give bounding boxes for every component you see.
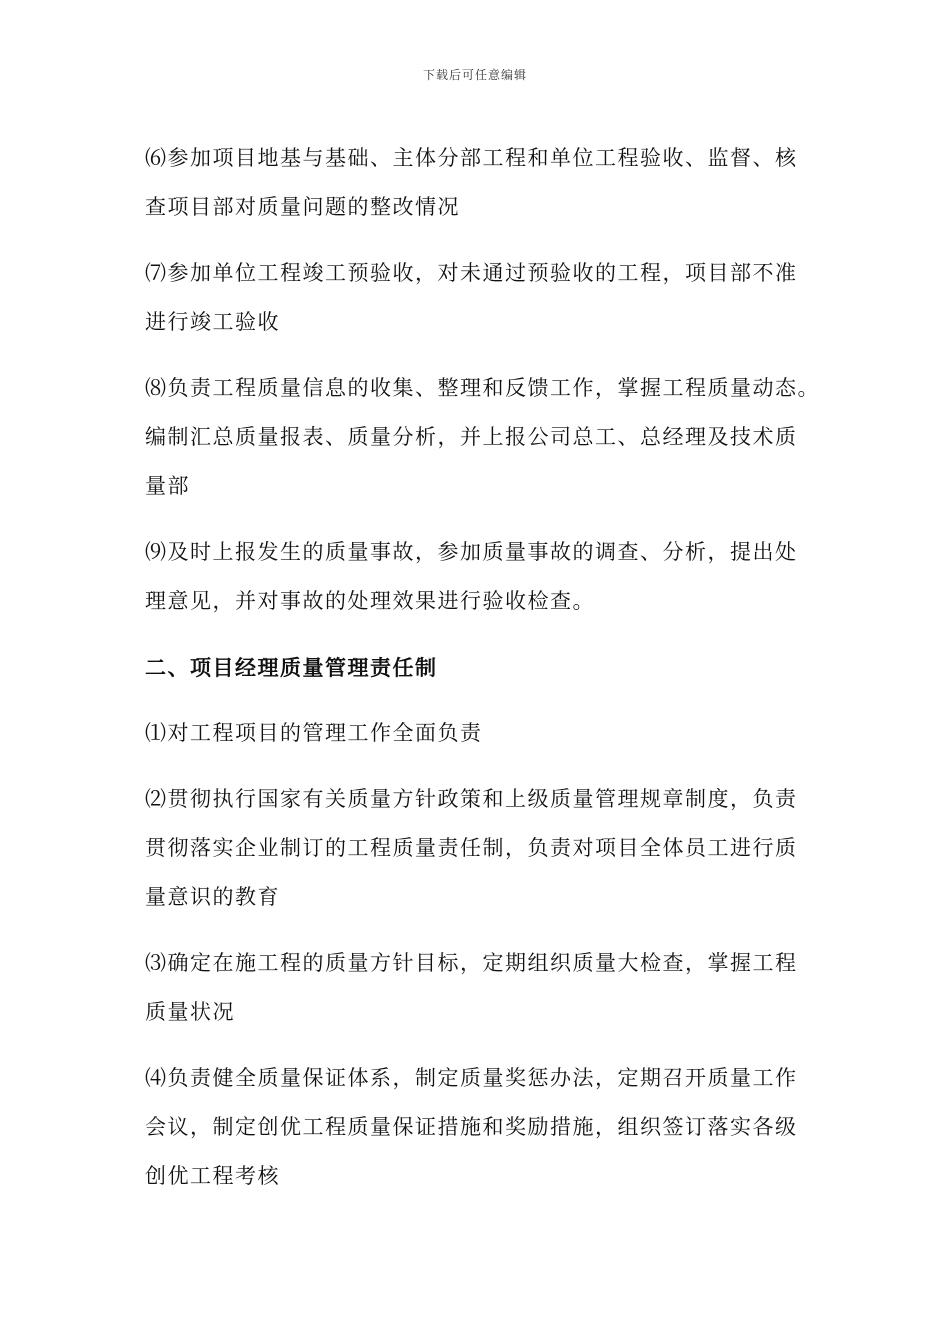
paragraph-line: ⑶确定在施工程的质量方针目标，定期组织质量大检查，掌握工程: [145, 951, 798, 975]
paragraph-line: 贯彻落实企业制订的工程质量责任制，负责对项目全体员工进行质: [145, 836, 798, 860]
page-header-note: 下载后可任意编辑: [422, 68, 527, 82]
paragraph-line: 量意识的教育: [145, 885, 280, 909]
paragraph-item-7: [145, 249, 815, 347]
paragraph-item-2: [145, 775, 815, 922]
paragraph-line: 理意见，并对事故的处理效果进行验收检查。: [145, 589, 595, 613]
paragraph-item-6: [145, 134, 815, 232]
paragraph-line: ⑴对工程项目的管理工作全面负责: [145, 721, 483, 745]
paragraph-item-4: [145, 1054, 815, 1201]
paragraph-item-9: [145, 528, 815, 626]
paragraph-line: ⑵贯彻执行国家有关质量方针政策和上级质量管理规章制度，负责: [145, 787, 798, 811]
paragraph-line: ⑹参加项目地基与基础、主体分部工程和单位工程验收、监督、核: [145, 146, 798, 170]
document-body: [145, 134, 820, 1218]
paragraph-line: 编制汇总质量报表、质量分析，并上报公司总工、总经理及技术质: [145, 425, 798, 449]
paragraph-line: ⑷负责健全质量保证体系，制定质量奖惩办法，定期召开质量工作: [145, 1066, 798, 1090]
paragraph-item-3: [145, 939, 815, 1037]
paragraph-line: 量部: [145, 474, 190, 498]
paragraph-line: 查项目部对质量问题的整改情况: [145, 195, 460, 219]
paragraph-item-8: [145, 364, 820, 511]
paragraph-line: 创优工程考核: [145, 1164, 280, 1188]
paragraph-line: ⑺参加单位工程竣工预验收，对未通过预验收的工程，项目部不准: [145, 261, 798, 285]
paragraph-line: 质量状况: [145, 1000, 235, 1024]
paragraph-item-1: [145, 709, 815, 758]
paragraph-line: 进行竣工验收: [145, 310, 280, 334]
paragraph-line: ⑼及时上报发生的质量事故，参加质量事故的调查、分析，提出处: [145, 540, 798, 564]
paragraph-line: ⑻负责工程质量信息的收集、整理和反馈工作，掌握工程质量动态。: [145, 376, 820, 400]
section-heading: 二、项目经理质量管理责任制: [145, 655, 438, 680]
paragraph-line: 会议，制定创优工程质量保证措施和奖励措施，组织签订落实各级: [145, 1115, 798, 1139]
